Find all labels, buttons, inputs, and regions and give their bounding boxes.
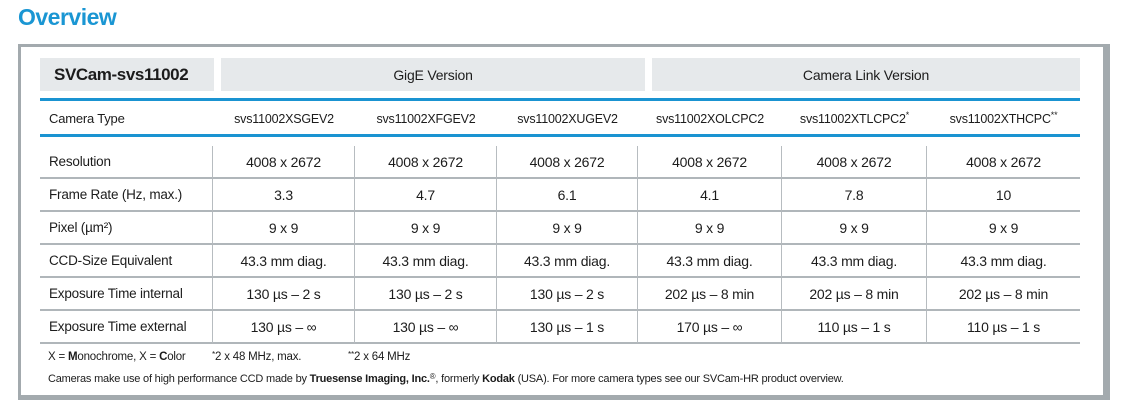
spec-value-cell: 130 µs – 2 s [355, 278, 497, 311]
spec-value-cell: 6.1 [497, 179, 638, 212]
spec-row-label: Resolution [40, 146, 213, 179]
spec-value-cell: 3.3 [213, 179, 355, 212]
spec-value-cell: 43.3 mm diag. [782, 245, 927, 278]
legend-part: X = [48, 351, 68, 363]
camera-type-row [40, 103, 1080, 134]
spec-row-label: Exposure Time internal [40, 278, 213, 311]
footnote-double-asterisk [348, 351, 410, 363]
footnote-legend [48, 351, 186, 363]
camera-type-value: svs11002XFGEV2 [376, 111, 476, 126]
spec-value-cell: 43.3 mm diag. [213, 245, 355, 278]
spec-value-cell: 9 x 9 [927, 212, 1080, 245]
footnote-text-segment: Kodak [482, 373, 515, 385]
camera-type-value: svs11002XSGEV2 [234, 111, 334, 126]
footnote-marker: ** [348, 349, 355, 359]
footnote-marker: * [212, 349, 216, 359]
spec-value-cell: 9 x 9 [638, 212, 782, 245]
registered-mark: ® [429, 371, 436, 381]
spec-value-cell: 110 µs – 1 s [782, 311, 927, 344]
legend-part-bold: C [159, 351, 168, 363]
footnote-text: 2 x 64 MHz [354, 351, 411, 363]
camera-type-value: svs11002XTHCPC ** [949, 110, 1058, 126]
spec-value-cell: 43.3 mm diag. [927, 245, 1080, 278]
footnote-asterisk [212, 351, 301, 363]
camera-type-value: svs11002XOLCPC2 [656, 111, 764, 126]
footnote-marker: ** [1050, 110, 1058, 120]
spec-value-cell: 10 [927, 179, 1080, 212]
spec-value-cell: 202 µs – 8 min [638, 278, 782, 311]
spec-value-cell: 110 µs – 1 s [927, 311, 1080, 344]
spec-value-cell: 202 µs – 8 min [927, 278, 1080, 311]
spec-value-cell: 130 µs – 1 s [497, 311, 638, 344]
legend-part: onochrome, X = [77, 351, 160, 363]
group-header-gige: GigE Version [221, 58, 645, 91]
spec-value-cell: 4008 x 2672 [355, 146, 497, 179]
footnote-text-segment: Cameras make use of high performance CCD made by [48, 373, 310, 385]
spec-value-cell: 4008 x 2672 [927, 146, 1080, 179]
spec-value-cell: 130 µs – 2 s [497, 278, 638, 311]
footnote-text-segment: , formerly [435, 373, 483, 385]
spec-value-cell: 130 µs – 2 s [213, 278, 355, 311]
spec-value-cell: 43.3 mm diag. [638, 245, 782, 278]
spec-value-cell: 9 x 9 [213, 212, 355, 245]
spec-row-label: Frame Rate (Hz, max.) [40, 179, 213, 212]
spec-value-cell: 43.3 mm diag. [355, 245, 497, 278]
footnote-text-segment: Truesense Imaging, Inc. [309, 373, 430, 385]
spec-value-cell: 4.7 [355, 179, 497, 212]
camera-type-value: svs11002XUGEV2 [517, 111, 618, 126]
spec-value-cell: 4008 x 2672 [638, 146, 782, 179]
spec-value-cell: 9 x 9 [497, 212, 638, 245]
group-header-camera-link: Camera Link Version [652, 58, 1080, 91]
overview-table [18, 44, 1110, 400]
footnote-ccd-credit [48, 373, 844, 385]
footnote-marker: * [905, 110, 910, 120]
footnote-text: 2 x 48 MHz, max. [215, 351, 302, 363]
spec-row-label: Pixel (µm²) [40, 212, 213, 245]
camera-type-label: Camera Type [49, 111, 125, 126]
spec-value-cell: 202 µs – 8 min [782, 278, 927, 311]
product-name-cell: SVCam-svs11002 [40, 58, 214, 91]
spec-row-label: Exposure Time external [40, 311, 213, 344]
spec-value-cell: 130 µs – ∞ [355, 311, 497, 344]
spec-value-cell: 4008 x 2672 [782, 146, 927, 179]
spec-value-cell: 170 µs – ∞ [638, 311, 782, 344]
spec-value-cell: 4008 x 2672 [213, 146, 355, 179]
spec-value-cell: 4008 x 2672 [497, 146, 638, 179]
footnote-text-segment: (USA). For more camera types see our SVCam-HR product overview. [514, 373, 844, 385]
spec-value-cell: 130 µs – ∞ [213, 311, 355, 344]
divider-blue-bottom [40, 134, 1080, 137]
divider-blue-top [40, 98, 1080, 101]
spec-value-cell: 43.3 mm diag. [497, 245, 638, 278]
spec-grid [40, 146, 1080, 344]
legend-part-bold: M [67, 351, 78, 363]
legend-part: olor [167, 351, 186, 363]
camera-type-value: svs11002XTLCPC2 * [799, 110, 910, 126]
spec-value-cell: 4.1 [638, 179, 782, 212]
spec-value-cell: 7.8 [782, 179, 927, 212]
spec-value-cell: 9 x 9 [355, 212, 497, 245]
page-title: Overview [18, 4, 117, 30]
spec-row-label: CCD-Size Equivalent [40, 245, 213, 278]
spec-value-cell: 9 x 9 [782, 212, 927, 245]
